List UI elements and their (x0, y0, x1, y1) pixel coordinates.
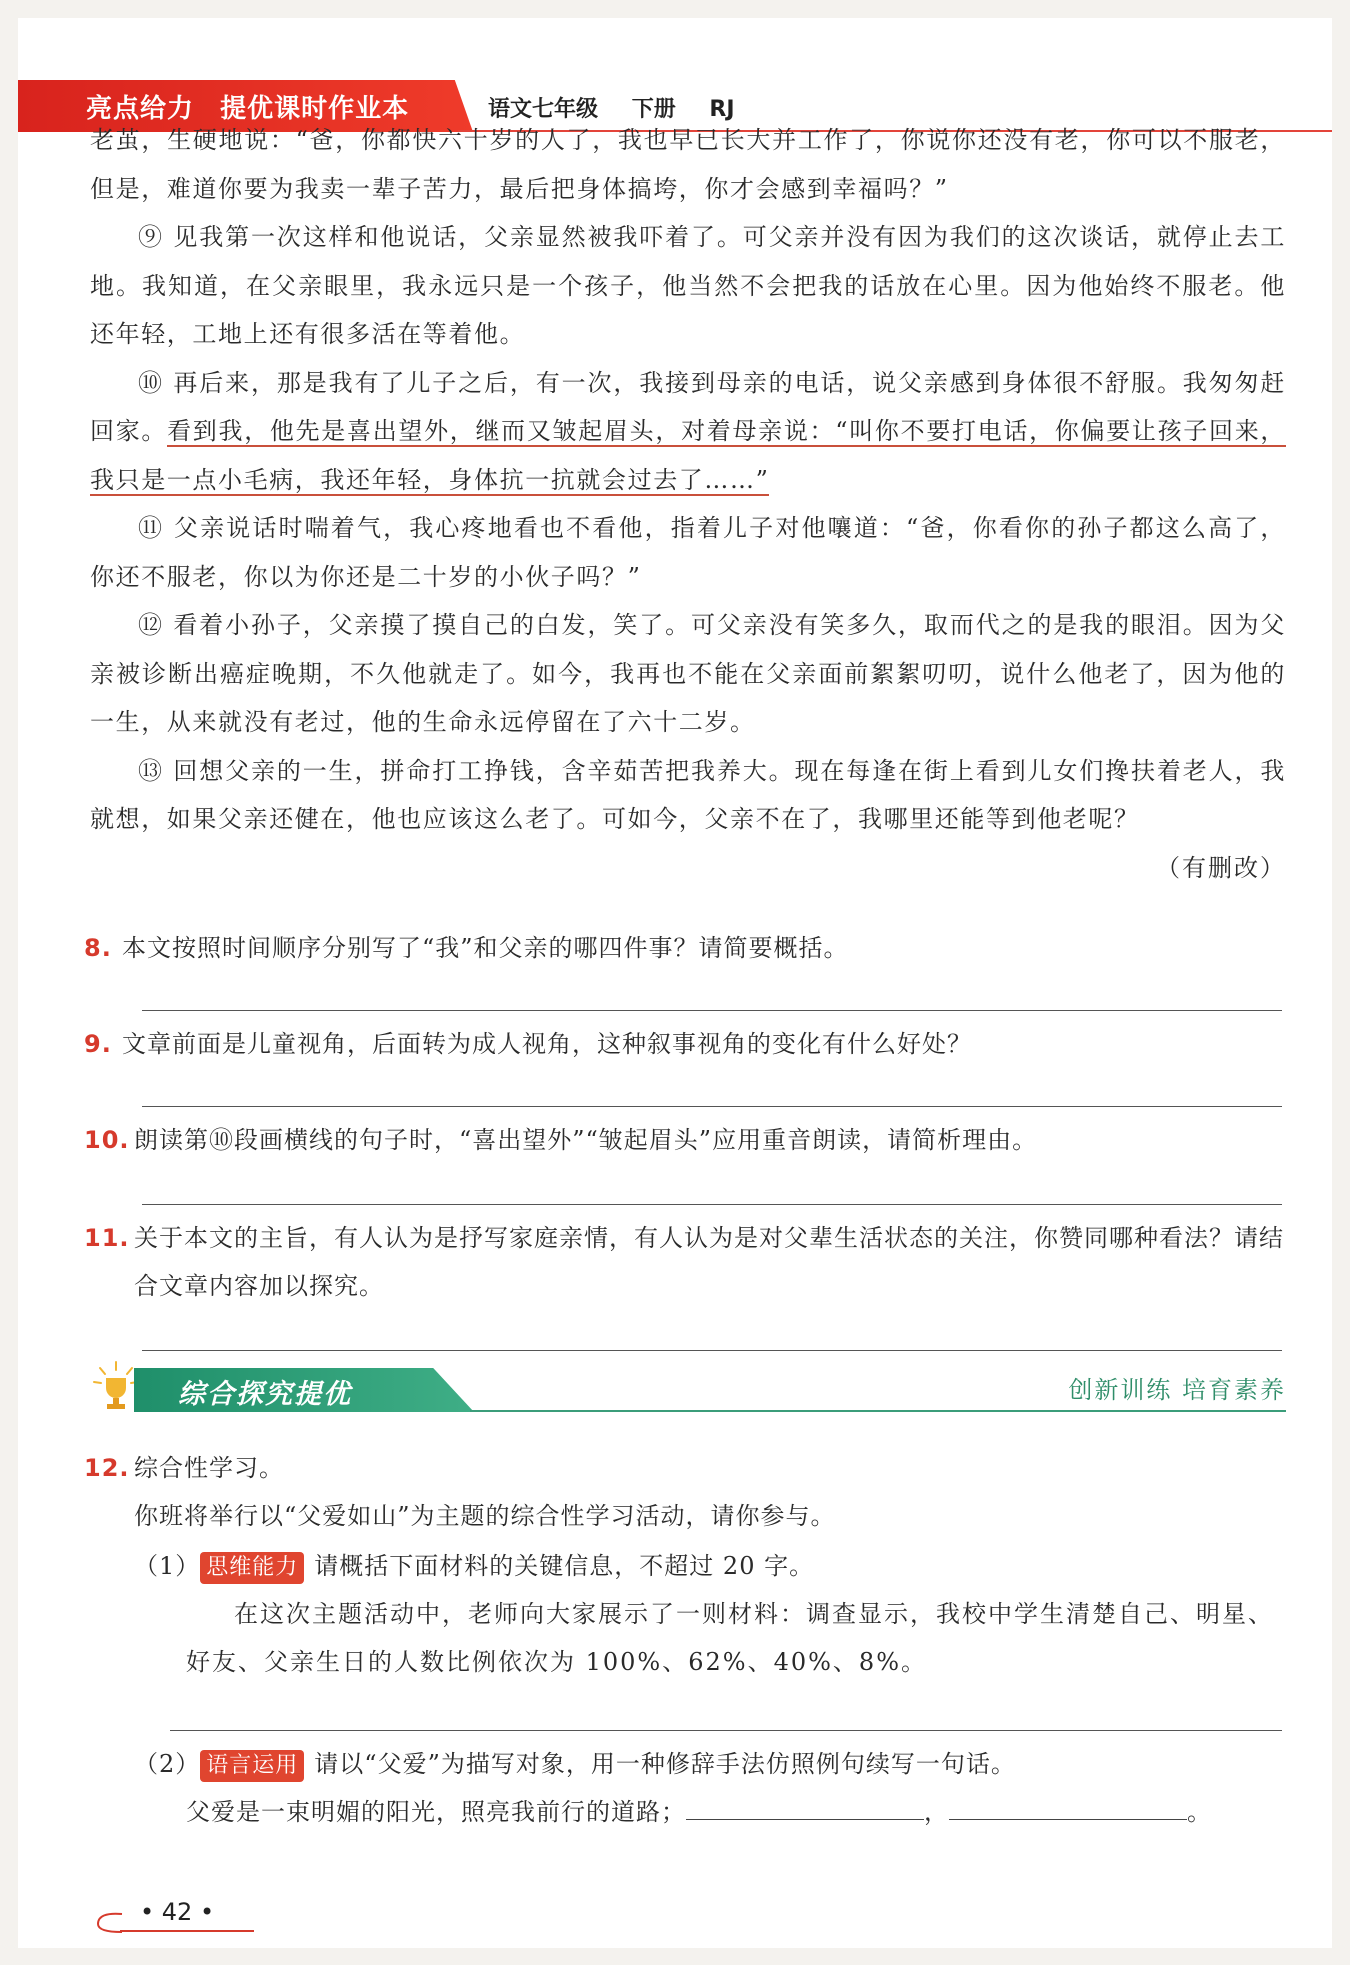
answer-line-11[interactable] (142, 1350, 1282, 1351)
question-text: 文章前面是儿童视角，后面转为成人视角，这种叙事视角的变化有什么好处？ (122, 1030, 972, 1058)
question-8 (84, 924, 1286, 972)
paragraph-9: ⑨ 见我第一次这样和他说话，父亲显然被我吓着了。可父亲并没有因为我们的这次谈话，就停止去工地。我知道，在父亲眼里，我永远只是一个孩子，他当然不会把我的话放在心里。因为他始终不服老。他还年轻，工地上还有很多活在等着他。 (90, 223, 1286, 348)
question-12 (84, 1444, 1286, 1686)
paragraph-11: ⑪ 父亲说话时喘着气，我心疼地看也不看他，指着儿子对他嚷道：“爸，你看你的孙子都这么高了，你还不服老，你以为你还是二十岁的小伙子吗？” (90, 514, 1286, 591)
source-note: （有删改） (1156, 853, 1286, 882)
subject-label: 语文七年级 (488, 97, 599, 122)
question-12-title (84, 1444, 1286, 1492)
question-number: 8. (84, 934, 112, 962)
example-sentence: 父爱是一束明媚的阳光，照亮我前行的道路； (186, 1798, 686, 1826)
answer-line-8[interactable] (142, 1010, 1282, 1011)
sub-text: 请概括下面材料的关键信息，不超过 20 字。 (314, 1552, 815, 1580)
paragraph-continued: 老茧，生硬地说：“爸，你都快六十岁的人了，我也早已长大并工作了，你说你还没有老，你可以不服老，但是，难道你要为我卖一辈子苦力，最后把身体搞垮，你才会感到幸福吗？” (90, 126, 1286, 203)
example-sentence-line (84, 1788, 1286, 1836)
brand-part2: 提优课时作业本 (220, 94, 410, 124)
question-number: 9. (84, 1030, 112, 1058)
material-text: 在这次主题活动中，老师向大家展示了一则材料：调查显示，我校中学生清楚自己、明星、好友、父亲生日的人数比例依次为 100%、62%、40%、8%。 (186, 1600, 1274, 1676)
skill-tag-thinking: 思维能力 (200, 1552, 304, 1584)
workbook-page (18, 18, 1332, 1948)
reading-passage (90, 116, 1286, 892)
sub-text: 请以“父爱”为描写对象，用一种修辞手法仿照例句续写一句话。 (314, 1750, 1016, 1778)
question-number: 11. (84, 1224, 130, 1252)
section-title: 综合探究提优 (178, 1379, 352, 1410)
sub-question-2-prompt (84, 1740, 1286, 1788)
sub-question-1 (84, 1542, 1286, 1590)
paragraph-13-text: ⑬ 回想父亲的一生，拼命打工挣钱，含辛茹苦把我养大。现在每逢在街上看到儿女们搀扶着老人，我就想，如果父亲还健在，他也应该这么老了。可如今，父亲不在了，我哪里还能等到他老呢？ (90, 756, 1286, 833)
paragraph-10 (90, 359, 1286, 505)
blank-end: 。 (1187, 1798, 1212, 1826)
question-text: 朗读第⑩段画横线的句子时，“喜出望外”“皱起眉头”应用重音朗读，请简析理由。 (134, 1126, 1038, 1154)
blank-comma: ， (924, 1798, 949, 1826)
paragraph-12: ⑫ 看着小孙子，父亲摸了摸自己的白发，笑了。可父亲没有笑多久，取而代之的是我的眼泪。因为父亲被诊断出癌症晚期，不久他就走了。如今，我再也不能在父亲面前絮絮叨叨，说什么他老了，因为他的一生，从来就没有老过，他的生命永远停留在了六十二岁。 (90, 611, 1286, 736)
question-text: 综合性学习。 (134, 1454, 284, 1482)
question-12-intro: 你班将举行以“父爱如山”为主题的综合性学习活动，请你参与。 (134, 1502, 836, 1530)
paragraph-10-text: ⑩ 再后来，那是我有了儿子之后，有一次，我接到母亲的电话，说父亲感到身体很不舒服。我匆匆赶回家。 (90, 368, 1286, 445)
brand-part1: 亮点给力 (86, 94, 195, 124)
skill-tag-language: 语言运用 (200, 1750, 304, 1782)
section-subtitle: 创新训练 培育素养 (1068, 1376, 1286, 1404)
edition-label: RJ (709, 97, 735, 122)
page-number-rule (120, 1930, 254, 1932)
banner-rule (470, 1410, 1286, 1412)
question-number: 10. (84, 1126, 130, 1154)
question-11 (84, 1214, 1286, 1310)
section-banner (90, 1358, 1286, 1416)
question-text: 关于本文的主旨，有人认为是抒写家庭亲情，有人认为是对父辈生活状态的关注，你赞同哪种看法？请结合文章内容加以探究。 (134, 1224, 1284, 1300)
underlined-sentence: 看到我，他先是喜出望外，继而又皱起眉头，对着母亲说：“叫你不要打电话，你偏要让孩子回来，我只是一点小毛病，我还年轻，身体抗一抗就会过去了……” (90, 417, 1286, 494)
sub-number: （2） (134, 1750, 201, 1778)
fill-blank-1[interactable] (686, 1789, 924, 1820)
answer-line-10[interactable] (142, 1204, 1282, 1205)
answer-line-12-1[interactable] (170, 1730, 1282, 1731)
volume-label: 下册 (631, 97, 676, 122)
page-number: • 42 • (140, 1898, 215, 1926)
question-9 (84, 1020, 1286, 1068)
page-number-area (94, 1896, 254, 1936)
sub-question-2 (84, 1740, 1286, 1836)
sub-number: （1） (134, 1552, 201, 1580)
fill-blank-2[interactable] (949, 1789, 1187, 1820)
question-text: 本文按照时间顺序分别写了“我”和父亲的哪四件事？请简要概括。 (122, 934, 849, 962)
paragraph-13 (90, 747, 1286, 882)
answer-line-9[interactable] (142, 1106, 1282, 1107)
question-number: 12. (84, 1454, 130, 1482)
question-10 (84, 1116, 1286, 1164)
